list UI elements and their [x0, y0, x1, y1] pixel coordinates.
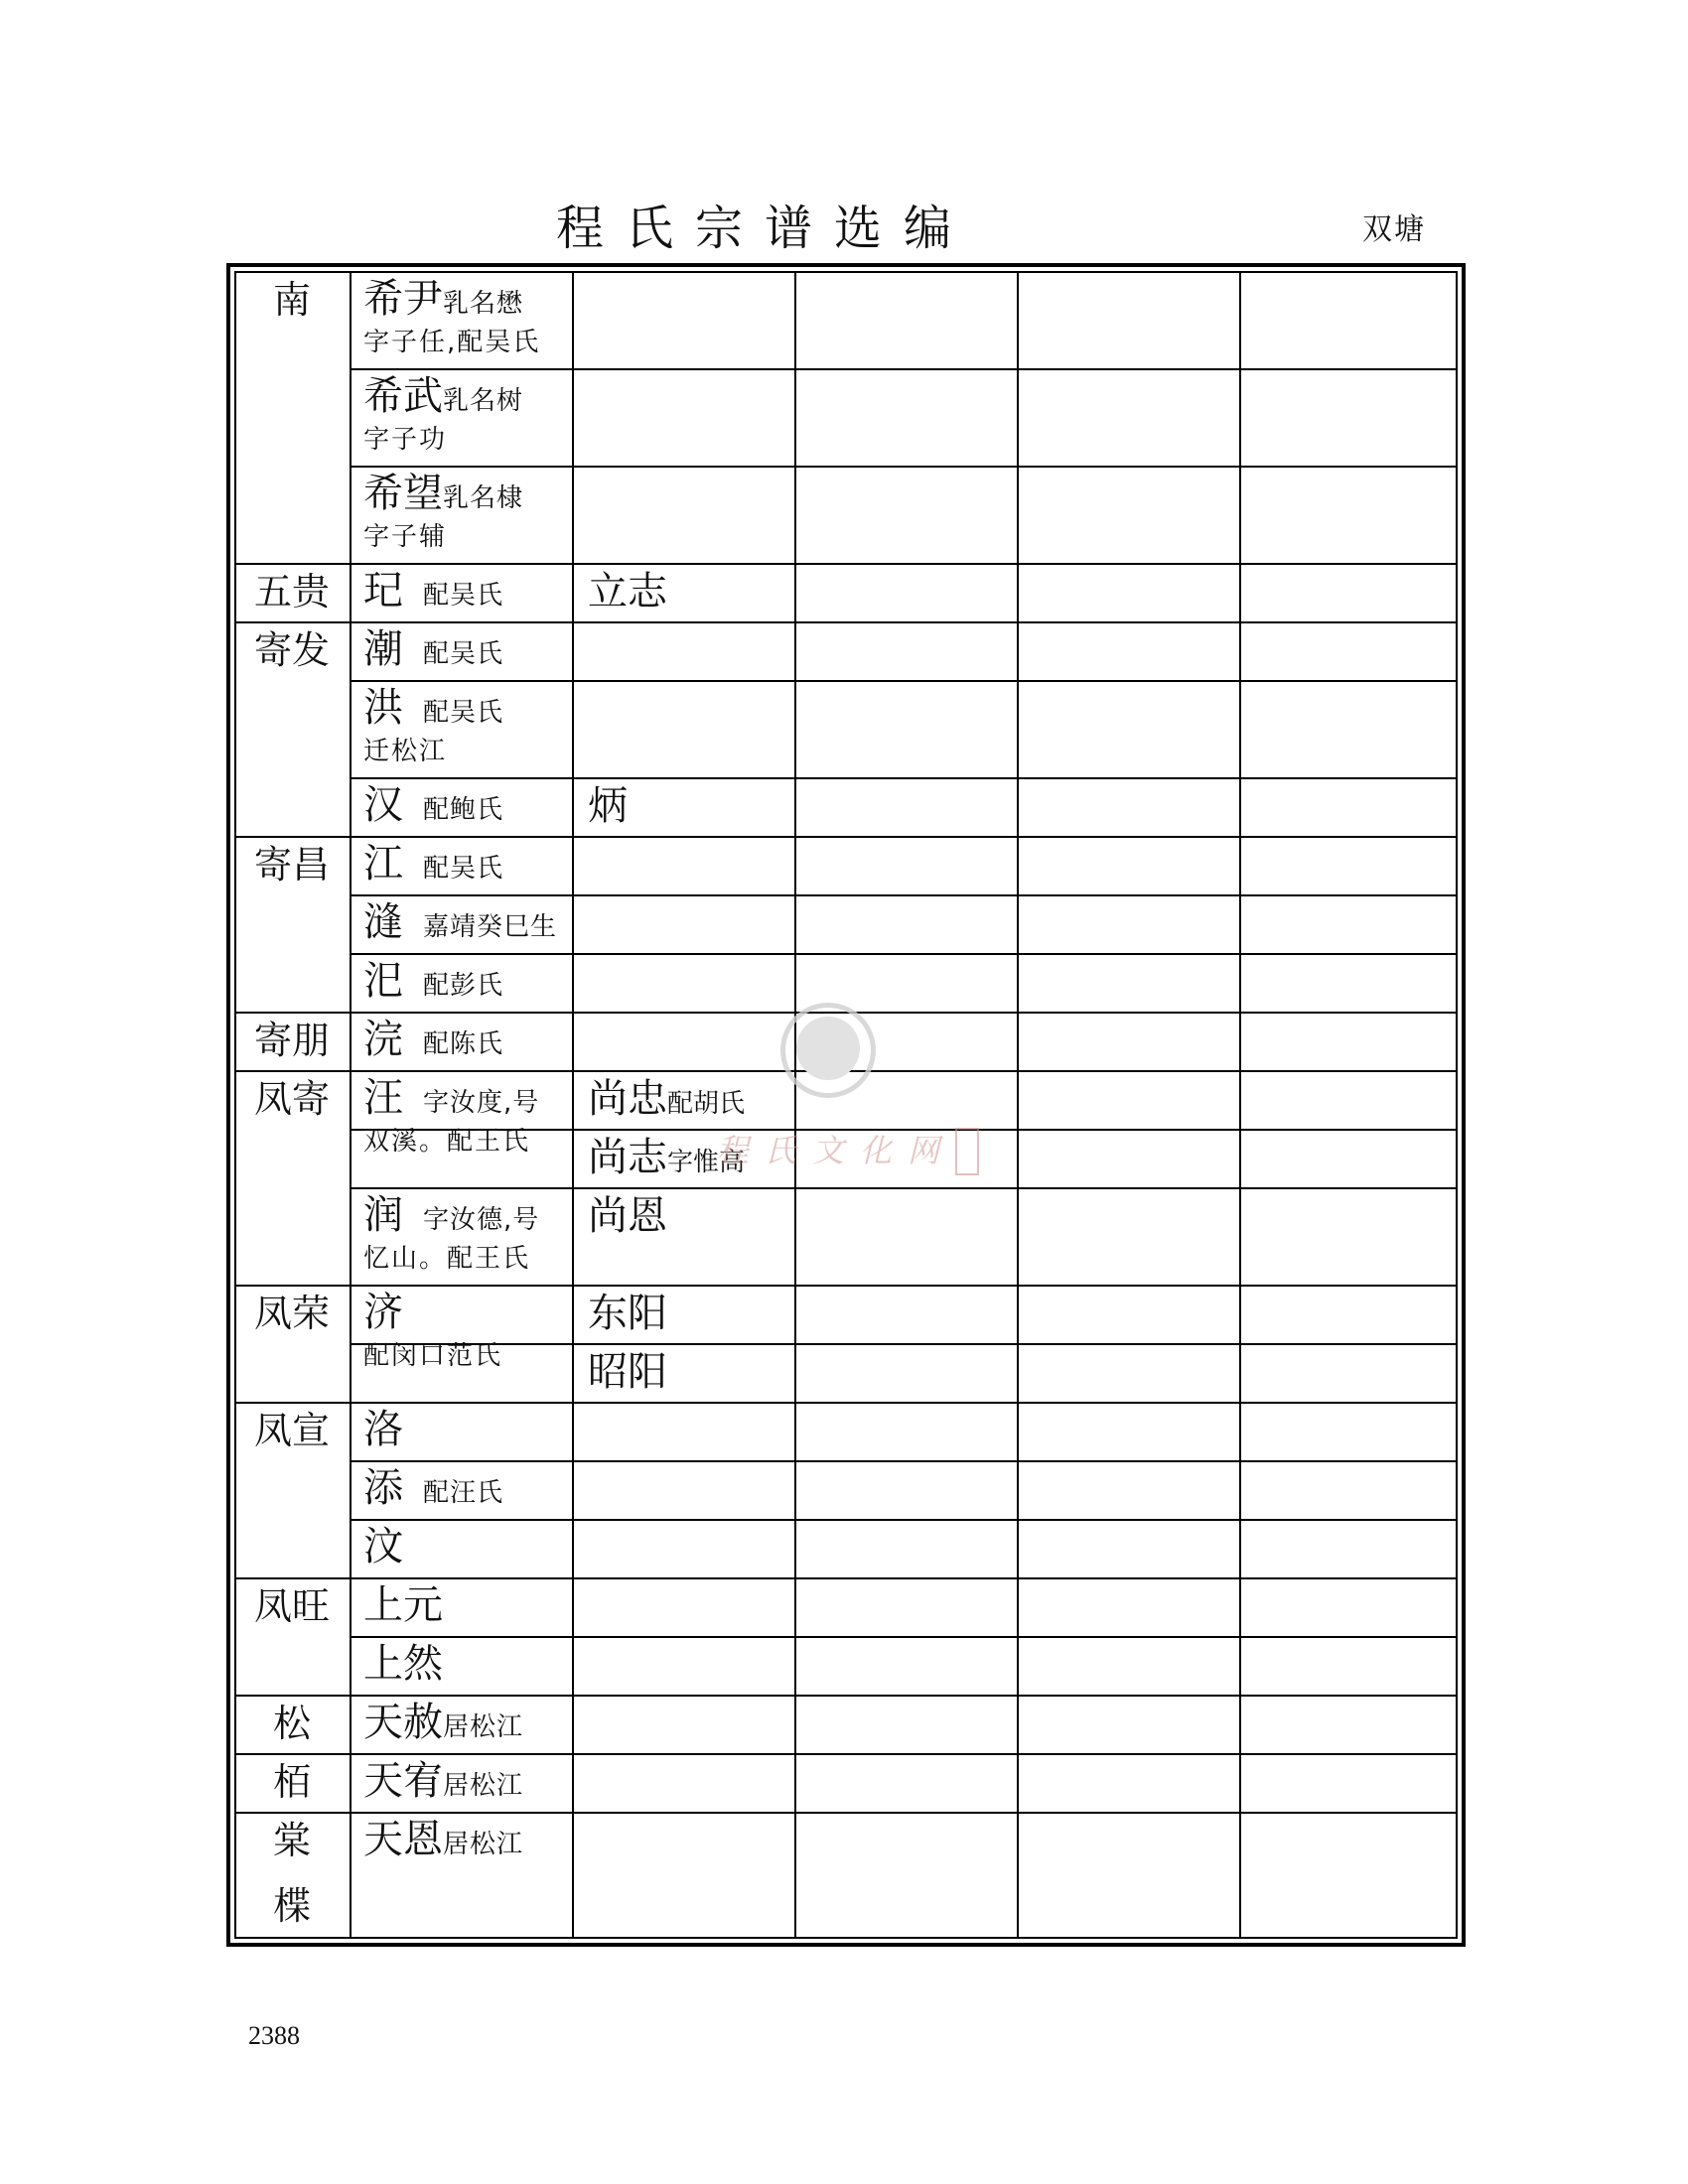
member-note-second-line: 字子任,配吴氏 [363, 328, 541, 357]
member-name: 潮 [363, 626, 403, 672]
column-divider [1239, 271, 1241, 1939]
member-note: 乳名棣 [443, 483, 524, 513]
member-note: 嘉靖癸巳生 [423, 912, 558, 942]
member-note: 配吴氏 [423, 698, 504, 728]
child-note: 配胡氏 [667, 1089, 746, 1119]
member-name: 汪 [363, 1075, 403, 1121]
member-name: 天赦 [363, 1700, 443, 1745]
member-cell [363, 567, 572, 614]
row-divider [234, 563, 1458, 565]
member-cell [363, 1406, 572, 1453]
generation-parent-label: 凤寄 [253, 1077, 330, 1121]
member-cell [363, 1640, 572, 1688]
row-divider [350, 1519, 1458, 1521]
member-note-second-line: 双溪。配王氏 [363, 1127, 531, 1157]
member-note: 字汝德,号 [423, 1205, 540, 1235]
row-divider [350, 1187, 1458, 1189]
column-divider [1017, 271, 1019, 1939]
member-note: 配汪氏 [423, 1478, 504, 1508]
generation-parent-label: 松 [272, 1702, 311, 1745]
member-cell [363, 1464, 572, 1512]
watermark-stamp [955, 1128, 979, 1175]
child-name: 炳 [588, 783, 628, 829]
member-name: 润 [363, 1192, 403, 1238]
member-cell [363, 840, 572, 887]
member-name: 天恩 [363, 1817, 443, 1862]
page-title: 程氏宗谱选编 [556, 201, 974, 256]
member-note-second-line: 迁松江 [363, 737, 448, 766]
row-divider [350, 680, 1458, 682]
member-note: 居松江 [443, 1771, 524, 1801]
child-name: 昭阳 [588, 1349, 667, 1395]
member-cell [363, 1523, 572, 1570]
member-cell [363, 1699, 572, 1746]
member-name: 洛 [363, 1407, 403, 1452]
member-note-second-line: 配闵口范氏 [363, 1341, 503, 1371]
member-name: 济 [363, 1290, 403, 1335]
member-note: 居松江 [443, 1830, 524, 1859]
row-divider [234, 621, 1458, 623]
member-name: 希尹 [363, 276, 443, 322]
row-divider [350, 1636, 1458, 1638]
row-divider [234, 1695, 1458, 1697]
generation-parent-label: 棠 [272, 1819, 311, 1862]
child-name: 东阳 [588, 1291, 667, 1336]
member-cell [363, 372, 572, 458]
generation-parent-label: 栢 [272, 1760, 311, 1804]
generation-parent-label: 寄朋 [253, 1019, 330, 1062]
member-cell [363, 1191, 572, 1277]
generation-parent-label: 凤宣 [253, 1409, 330, 1452]
child-name: 立志 [588, 569, 667, 614]
watermark-text: 程氏文化网 [717, 1132, 956, 1169]
member-name: 江 [363, 841, 403, 887]
generation-parent-label: 凤旺 [253, 1584, 330, 1628]
member-cell [363, 1757, 572, 1805]
child-name: 尚恩 [588, 1193, 667, 1239]
generation-parent-label: 五贵 [253, 570, 330, 614]
member-name: 浣 [363, 1017, 403, 1062]
member-note: 配吴氏 [423, 581, 504, 611]
child-note: 字惟高 [667, 1148, 746, 1177]
member-cell [363, 898, 572, 946]
member-note: 配吴氏 [423, 854, 504, 884]
member-note: 居松江 [443, 1712, 524, 1742]
row-divider [234, 836, 1458, 838]
child-cell [588, 568, 667, 615]
member-cell [363, 1289, 572, 1374]
child-cell [588, 1192, 667, 1240]
member-name: 天宥 [363, 1758, 443, 1804]
member-cell [363, 1581, 572, 1629]
row-divider [234, 1577, 1458, 1579]
row-divider [350, 777, 1458, 779]
member-name: 希武 [363, 373, 443, 419]
member-name: 汜 [363, 958, 403, 1004]
child-cell [588, 782, 628, 830]
child-name: 尚忠 [588, 1076, 667, 1122]
member-note-second-line: 字子辅 [363, 522, 448, 552]
member-cell [363, 1074, 572, 1160]
member-cell [363, 275, 572, 360]
member-note: 配鲍氏 [423, 795, 504, 825]
member-cell [363, 781, 572, 829]
generation-parent-label: 楪 [272, 1884, 311, 1928]
row-divider [350, 1460, 1458, 1462]
member-name: 希望 [363, 471, 443, 516]
row-divider [234, 1812, 1458, 1814]
member-cell [363, 1016, 572, 1063]
member-cell [363, 1816, 572, 1863]
child-cell [588, 1075, 745, 1123]
member-name: 汶 [363, 1524, 403, 1570]
member-name: 上然 [363, 1641, 443, 1687]
member-note: 配吴氏 [423, 639, 504, 669]
member-note: 乳名树 [443, 386, 524, 416]
member-cell [363, 625, 572, 673]
member-note-second-line: 忆山。配王氏 [363, 1244, 531, 1274]
generation-parent-label: 凤荣 [253, 1292, 330, 1335]
member-cell [363, 470, 572, 555]
row-divider [350, 953, 1458, 955]
member-name: 洪 [363, 685, 403, 731]
page-number: 2388 [248, 2021, 300, 2050]
member-name: 玘 [363, 568, 403, 614]
member-name: 漨 [363, 899, 403, 945]
child-name: 尚志 [588, 1135, 667, 1180]
row-divider [350, 466, 1458, 468]
member-note: 字汝度,号 [423, 1088, 540, 1118]
member-cell [363, 684, 572, 769]
generation-parent-label: 寄昌 [253, 843, 330, 887]
member-name: 汉 [363, 782, 403, 828]
child-cell [588, 1348, 667, 1396]
member-note: 配彭氏 [423, 971, 504, 1001]
column-divider [350, 271, 352, 1939]
generation-parent-label: 寄发 [253, 628, 330, 672]
member-name: 添 [363, 1465, 403, 1511]
member-name: 上元 [363, 1582, 443, 1628]
column-divider [794, 271, 796, 1939]
row-divider [350, 894, 1458, 896]
row-divider [234, 1285, 1458, 1287]
watermark-seal-center [796, 1017, 860, 1080]
member-note-second-line: 字子功 [363, 425, 448, 455]
member-note: 配陈氏 [423, 1029, 504, 1059]
member-cell [363, 957, 572, 1005]
row-divider [350, 368, 1458, 370]
member-note: 乳名懋 [443, 289, 524, 319]
location-label: 双塘 [1362, 212, 1426, 247]
column-divider [572, 271, 574, 1939]
row-divider [234, 1753, 1458, 1755]
generation-parent-label: 南 [272, 278, 311, 322]
row-divider [234, 1402, 1458, 1404]
child-cell [588, 1290, 667, 1337]
